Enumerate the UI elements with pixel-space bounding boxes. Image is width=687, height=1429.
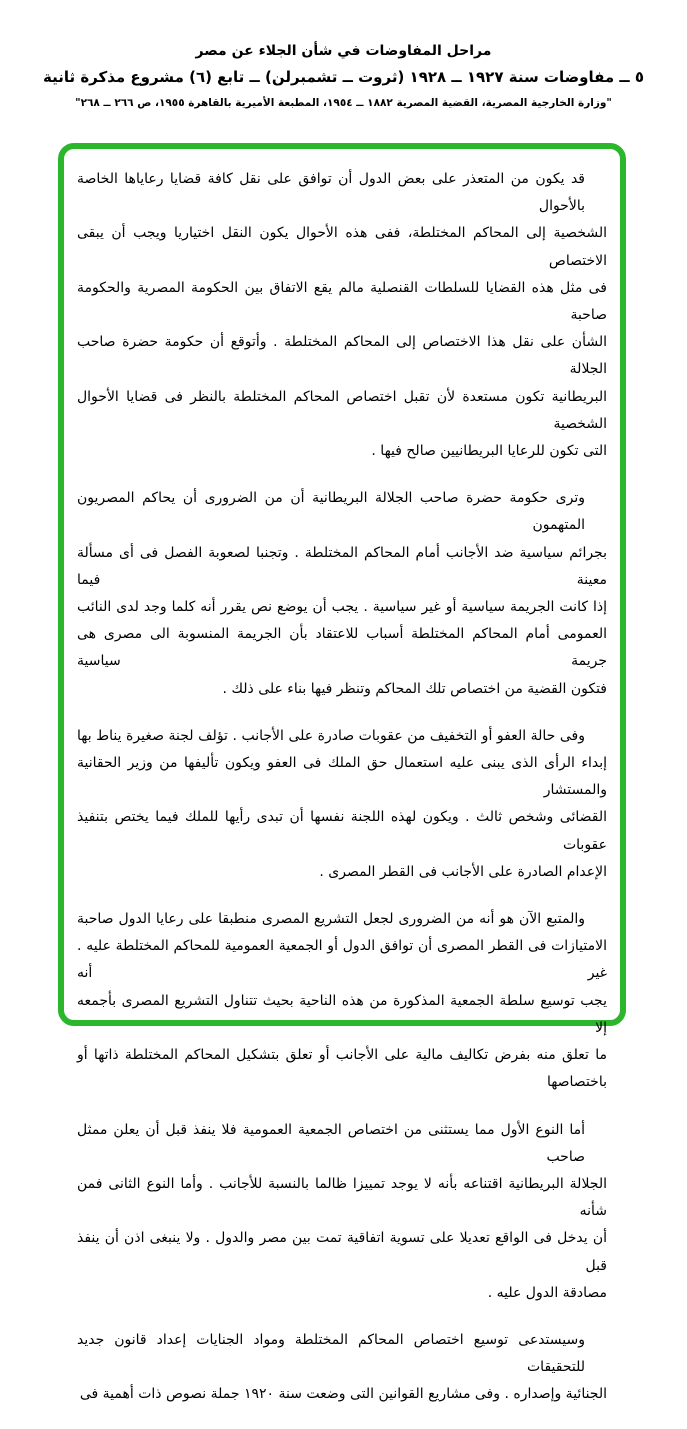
text-line: والمتبع الآن هو أنه من الضرورى لجعل التشريع المصرى منطبقا على رعايا الدول صاحبة bbox=[77, 911, 585, 928]
text-line: الشخصية إلى المحاكم المختلطة، ففى هذه الأحوال يكون النقل اختياريا ويجب أن يبقى الاختصاص bbox=[77, 225, 607, 269]
text-line: مصادقة الدول عليه . bbox=[487, 1284, 607, 1301]
text-line: الجنائية وإصداره . وفى مشاريع القوانين التى وضعت سنة ١٩٢٠ جملة نصوص ذات أهمية فى bbox=[79, 1386, 607, 1403]
page-title: مراحل المفاوضات في شأن الجلاء عن مصر bbox=[195, 43, 492, 59]
text-line: يجب توسيع سلطة الجمعية المذكورة من هذه الناحية بحيث تتناول التشريع المصرى بأجمعه إلا bbox=[77, 992, 607, 1036]
text-line: فتكون القضية من اختصاص تلك المحاكم وتنظر فيها بناء على ذلك . bbox=[222, 680, 607, 697]
text-line: وفى حالة العفو أو التخفيف من عقوبات صادرة على الأجانب . تؤلف لجنة صغيرة يناط بها bbox=[77, 727, 585, 744]
text-line: التى تكون للرعايا البريطانيين صالح فيها . bbox=[371, 443, 607, 460]
text-line: قد يكون من المتعذر على بعض الدول أن توافق على نقل كافة قضايا رعاياها الخاصة بالأحوال bbox=[77, 171, 585, 215]
text-line: فى مثل هذه القضايا للسلطات القنصلية مالم يقع الاتفاق بين الحكومة المصرية والحكومة صاحبة bbox=[77, 279, 607, 324]
text-line: الشأن على نقل هذا الاختصاص إلى المحاكم المختلطة . وأتوقع أن حكومة حضرة صاحب الجلالة bbox=[77, 334, 607, 378]
paragraph bbox=[77, 906, 607, 1096]
paragraph bbox=[77, 485, 607, 703]
text-line: وسيستدعى توسيع اختصاص المحاكم المختلطة ومواد الجنايات إعداد قانون جديد للتحقيقات bbox=[77, 1331, 585, 1376]
paragraph bbox=[77, 166, 607, 465]
paragraph bbox=[77, 1327, 607, 1409]
document-header bbox=[0, 40, 687, 114]
paragraph bbox=[77, 1117, 607, 1307]
page-subtitle: ٥ ــ مفاوضات سنة ١٩٢٧ ــ ١٩٢٨ (ثروت ــ تشمبرلن) ــ تابع (٦) مشروع مذكرة ثانية bbox=[42, 68, 645, 86]
text-line: الامتيازات فى القطر المصرى أن توافق الدول أو الجمعية العمومية للمحاكم المختلطة عليه . غير أنه bbox=[77, 938, 607, 982]
text-line: العمومى أمام المحاكم المختلطة أسباب للاعتقاد بأن الجريمة المنسوبة الى مصرى هى جريمة سياسية bbox=[77, 626, 607, 670]
text-line: الجلالة البريطانية اقتناعه بأنه لا يوجد تمييزا ظالما بالنسبة للأجانب . وأما النوع الثانى فمن شأنه bbox=[77, 1175, 607, 1220]
text-line: وترى حكومة حضرة صاحب الجلالة البريطانية أن من الضرورى أن يحاكم المصريون المتهمون bbox=[77, 490, 585, 534]
text-line: القضائى وشخص ثالث . ويكون لهذه اللجنة نفسها أن تبدى رأيها للملك فيما يختص بتنفيذ عقوبات bbox=[77, 809, 607, 853]
source-citation: "وزارة الخارجية المصرية، القضية المصرية ١٨٨٢ ــ ١٩٥٤، المطبعة الأميرية بالقاهرة ١٩٥٥، ص ٢٦٦ ــ ٢٦٨" bbox=[75, 97, 612, 109]
text-line: أن يدخل فى الواقع تعديلا على تسوية اتفاقية تمت بين مصر والدول . ولا ينبغى اذن أن ينفذ قبل bbox=[77, 1230, 607, 1274]
text-line: إبداء الرأى الذى يبنى عليه استعمال حق الملك فى العفو ويكون تأليفها من وزير الحقانية والمستشار bbox=[77, 755, 607, 799]
paragraph bbox=[77, 723, 607, 886]
green-border-frame bbox=[58, 143, 626, 1403]
text-line: إذا كانت الجريمة سياسية أو غير سياسية . يجب أن يوضع نص يقرر أنه كلما وجد لدى النائب bbox=[77, 599, 607, 616]
document-body bbox=[77, 166, 607, 1429]
text-line: البريطانية تكون مستعدة لأن تقبل اختصاص المحاكم المختلطة بالنظر فى قضايا الأحوال الشخصية bbox=[77, 388, 607, 432]
text-line: الإعدام الصادرة على الأجانب فى القطر المصرى . bbox=[319, 863, 607, 880]
text-line: ما تعلق منه بفرض تكاليف مالية على الأجانب أو تعلق بتشكيل المحاكم المختلطة ذاتها أو باختصاصها bbox=[77, 1047, 607, 1091]
text-line: أما النوع الأول مما يستثنى من اختصاص الجمعية العمومية فلا ينفذ قبل أن يعلن ممثل صاحب bbox=[77, 1121, 585, 1165]
text-line: بجرائم سياسية ضد الأجانب أمام المحاكم المختلطة . وتجنبا لصعوبة الفصل فى أى مسألة معينة فيما bbox=[77, 544, 607, 588]
